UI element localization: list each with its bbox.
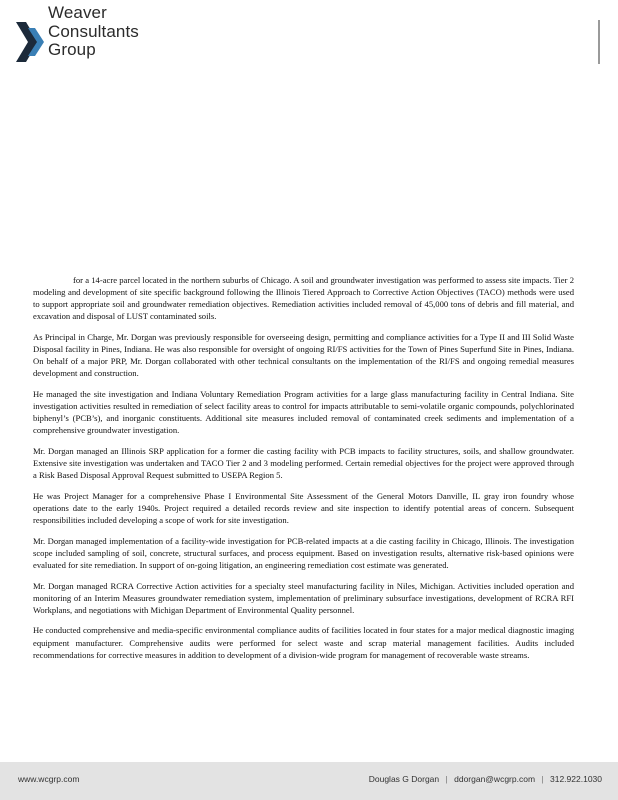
paragraph-8: He conducted comprehensive and media-specific environmental compliance audits of facilities located in four states for a major medical diagnostic imaging equipment manufacturer. Comprehensive audits were performed for select waste and scrap material management facilities. Audits included recommendations for corrective measures in addition to development of a division-wide program for management of recoverable waste streams. bbox=[33, 625, 574, 660]
footer-phone: 312.922.1030 bbox=[550, 774, 602, 784]
footer-website: www.wcgrp.com bbox=[18, 774, 80, 784]
footer-name: Douglas G Dorgan bbox=[368, 774, 440, 784]
paragraph-4: Mr. Dorgan managed an Illinois SRP application for a former die casting facility with PCB impacts to facility structures, soils, and shallow groundwater. Extensive site investigation was undertaken and TACO Tier 2 and 3 modeling performed. Certain remedial objectives for the project were approved through a Risk Based Disposal Approval Request submitted to USEPA Region 5. bbox=[33, 445, 574, 481]
header-divider bbox=[598, 20, 600, 64]
footer-separator: | bbox=[445, 774, 448, 784]
document-body bbox=[33, 274, 574, 669]
paragraph-2: As Principal in Charge, Mr. Dorgan was previously responsible for overseeing design, permitting and compliance activities for a Type II and III Solid Waste Disposal facility in Pines, Indiana. He was also responsible for oversight of ongoing RI/FS activities for the Town of Pines Superfund Site in Pines, Indiana. On behalf of a major PRP, Mr. Dorgan collaborated with other technical consultants on the implementation of the RI/FS and ongoing remedial measures development and construction. bbox=[33, 331, 574, 379]
logo-line-2: Consultants bbox=[48, 21, 139, 41]
paragraph-1: for a 14-acre parcel located in the northern suburbs of Chicago. A soil and groundwater investigation was performed to assess site impacts. Tier 2 modeling and development of site specific background following the Illinois Tiered Approach to Corrective Action Objectives (TACO) methods were used to support appropriate soil and groundwater remediation objectives. Remediation activities included removal of 45,000 tons of debris and fill material, and excavation and disposal of LUST contaminated soils. bbox=[33, 275, 574, 322]
footer-separator: | bbox=[541, 774, 544, 784]
footer-contact bbox=[369, 774, 602, 784]
logo-line-1: Weaver bbox=[48, 3, 107, 22]
paragraph-5: He was Project Manager for a comprehensive Phase I Environmental Site Assessment of the General Motors Danville, IL gray iron foundry whose operations date to the early 1940s. Project required a detailed records review and site inspection to identify potential areas of concern. Subsequent responsibilities included developing a scope of work for site investigation. bbox=[33, 490, 574, 525]
paragraph-7: Mr. Dorgan managed RCRA Corrective Action activities for a specialty steel manufacturing facility in Niles, Michigan. Activities included operation and monitoring of an Interim Measures groundwater remediation system, implementation of preliminary subsurface investigations, development of RCRA RFI Workplans, and negotiations with Michigan Department of Environmental Quality personnel. bbox=[33, 580, 574, 615]
chevron-logo-icon bbox=[16, 22, 52, 62]
page-footer bbox=[0, 762, 618, 800]
company-logo bbox=[16, 4, 176, 76]
paragraph-6: Mr. Dorgan managed implementation of a facility-wide investigation for PCB-related impacts at a die casting facility in Chicago, Illinois. The investigation scope included sampling of soil, concrete, structural surfaces, and process equipment. Based on investigation results, alternative risk-based opinions were evaluated for site remediation. In support of on-going litigation, an engineering remediation cost estimate was generated. bbox=[33, 535, 574, 570]
logo-wordmark bbox=[48, 4, 139, 60]
footer-email: ddorgan@wcgrp.com bbox=[454, 774, 536, 784]
logo-line-3: Group bbox=[48, 40, 96, 59]
paragraph-3: He managed the site investigation and Indiana Voluntary Remediation Program activities for a large glass manufacturing facility in Central Indiana. Site investigation activities resulted in remediation of select facility areas to control for impacts attributable to semi-volatile organic compounds, polychlorinated biphenyl’s (PCB’s), and inorganic constituents. Additional site measures included removal of contaminated creek sediments and implementation of a comprehensive groundwater investigation. bbox=[33, 388, 574, 436]
